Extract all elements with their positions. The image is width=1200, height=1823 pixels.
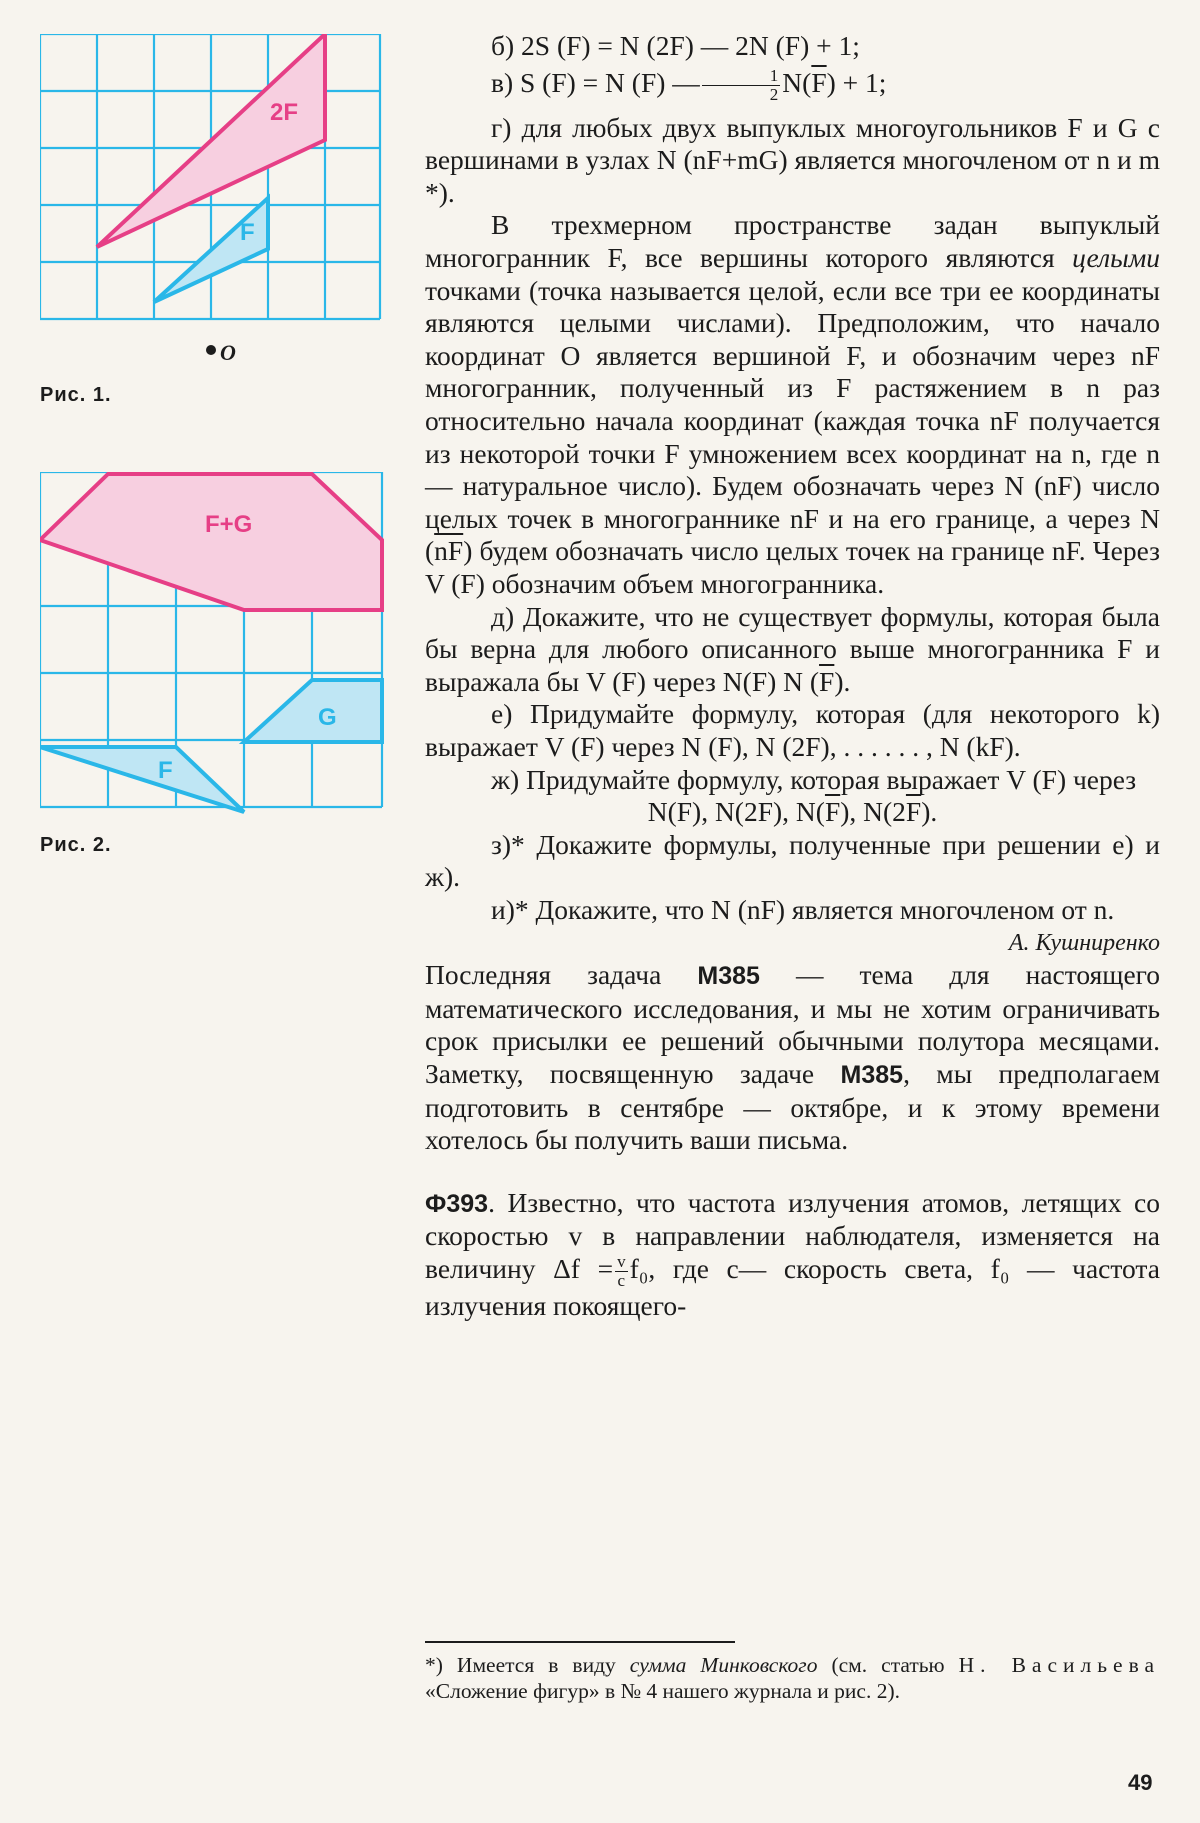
boundary-F: $\overline{F}$ (819, 665, 835, 697)
equation-b: б) 2S (F) = N (2F) — 2N (F) + 1; (491, 30, 860, 61)
paragraph-d-part-b: ). (834, 665, 851, 697)
footnote (425, 1652, 1160, 1704)
paragraph-phi393 (425, 1187, 1160, 1323)
formula-part-b: ), N(2 (840, 796, 906, 828)
label-O: O (220, 340, 236, 364)
paragraph-3d (425, 209, 1160, 600)
shape-G (244, 680, 382, 742)
formula-zh (425, 796, 1160, 829)
paragraph-d (425, 601, 1160, 699)
fraction-numerator: 1 (702, 67, 781, 86)
figure-2-svg (40, 472, 385, 822)
figure-1-svg (40, 34, 385, 364)
shape-F (40, 747, 244, 812)
equation-v-left: в) S (F) = N (F) — (491, 66, 700, 98)
paragraph-i: и)* Докажите, что N (nF) является многочленом от n. (491, 893, 1115, 925)
formula-bar-1: $\overline{F}$ (824, 796, 841, 828)
fraction-one-half (702, 67, 781, 104)
footnote-term: сумма Минковского (629, 1653, 818, 1677)
fraction-v: v (617, 1252, 626, 1272)
label-F: F (240, 219, 255, 246)
footnote-part-a: *) Имеется в виду (425, 1653, 630, 1677)
author: А. Кушниренко (1008, 929, 1160, 956)
figure-2 (40, 472, 385, 822)
equation-v-n: N( (782, 66, 812, 98)
problem-number-2: М385 (840, 1060, 904, 1089)
problem-phi393: Ф393 (425, 1189, 489, 1218)
paragraph-zh: ж) Придумайте формулу, которая выражает V (F) через (491, 763, 1137, 795)
footnote-part-b: (см. статью (817, 1653, 959, 1677)
paragraph-d-part-a: д) Докажите, что не существует формулы, которая была бы верна для любого описанного выше многогранника F и выражала бы V (F) через N(F) N ( (425, 600, 1160, 697)
formula-bar-2: $\overline{F}$ (905, 796, 922, 828)
formula-part-a: N(F), N(2F), N( (647, 796, 825, 828)
label-F-plus-G: F+G (205, 511, 253, 538)
footnote-part-c: «Сложение фигур» в № 4 нашего журнала и рис. 2). (425, 1679, 901, 1703)
label-G: G (318, 704, 337, 731)
equation-v-boundary: $\overline{F}$ (811, 66, 827, 98)
footnote-author: Н. Васильева (958, 1653, 1160, 1677)
problem-number-1: М385 (697, 962, 760, 991)
formula-part-c: ). (921, 796, 938, 828)
term-integer: целыми (1072, 242, 1160, 274)
note-part-c: , мы предполагаем подготовить в сентябре — октябре, и к этому времени хотелось бы получить ваши письма. (425, 1057, 1160, 1156)
equation-v-right: ) + 1; (826, 66, 887, 98)
fraction-c: c (617, 1271, 626, 1291)
label-2F: 2F (270, 99, 299, 126)
paragraph-e: е) Придумайте формулу, которая (для некоторого k) выражает V (F) через N (F), N (2F), . . . . . . , N (kF). (425, 698, 1160, 762)
paragraph-3d-part-b: точками (точка называется целой, если все три ее координаты являются целыми числами). Предположим, что начало координат O является вершиной F, и обозначим через nF многогранник, полученный из F растяжением в n раз относительно начала координат (каждая точка nF получается из некоторой точки F умножением всех координат на n, где n — натуральное число). Будем обозначать через N (nF) число целых точек в многограннике nF и на его границе, а через N ( (425, 274, 1160, 567)
figure-1-caption: Рис. 1. (40, 384, 112, 406)
phi-part-b: f₀, где c— скорость света, f₀ — частота излучения покоящего- (425, 1252, 1160, 1321)
shape-F-plus-G (40, 474, 382, 610)
equation-v (425, 67, 1160, 104)
page-number: 49 (1128, 1770, 1153, 1795)
spacer (425, 1157, 1160, 1187)
origin-point (206, 345, 216, 355)
boundary-nF: $\overline{nF}$ (434, 535, 464, 567)
paragraph-g: г) для любых двух выпуклых многоугольников F и G с вершинами в узлах N (nF+mG) является многочленом от n и m *). (425, 111, 1160, 208)
fraction-denominator: 2 (769, 84, 779, 104)
figure-2-caption: Рис. 2. (40, 834, 112, 856)
paragraph-3d-part-a: В трехмерном пространстве задан выпуклый многогранник F, все вершины которого являются (425, 209, 1160, 274)
figure-1 (40, 34, 385, 364)
paragraph-3d-part-c: ) будем обозначать число целых точек на границе nF. Через V (F) обозначим объем многогранника. (425, 535, 1160, 599)
footnote-divider (425, 1641, 735, 1643)
phi-part-a: . Известно, что частота излучения атомов, летящих со скоростью v в направлении наблюдателя, изменяется на величину Δf = (425, 1186, 1160, 1284)
fraction-v-over-c (615, 1253, 628, 1290)
paragraph-z: з)* Докажите формулы, полученные при решении е) и ж). (425, 828, 1160, 893)
label-F: F (158, 757, 173, 784)
paragraph-m385-note (425, 959, 1160, 1157)
note-part-b: — тема для настоящего математического исследования, и мы не хотим ограничивать срок присылки ее решений обычными полутора месяцами. Заметку, посвященную задаче (425, 959, 1160, 1089)
note-part-a: Последняя задача (425, 959, 698, 991)
main-text-column (425, 30, 1160, 1323)
